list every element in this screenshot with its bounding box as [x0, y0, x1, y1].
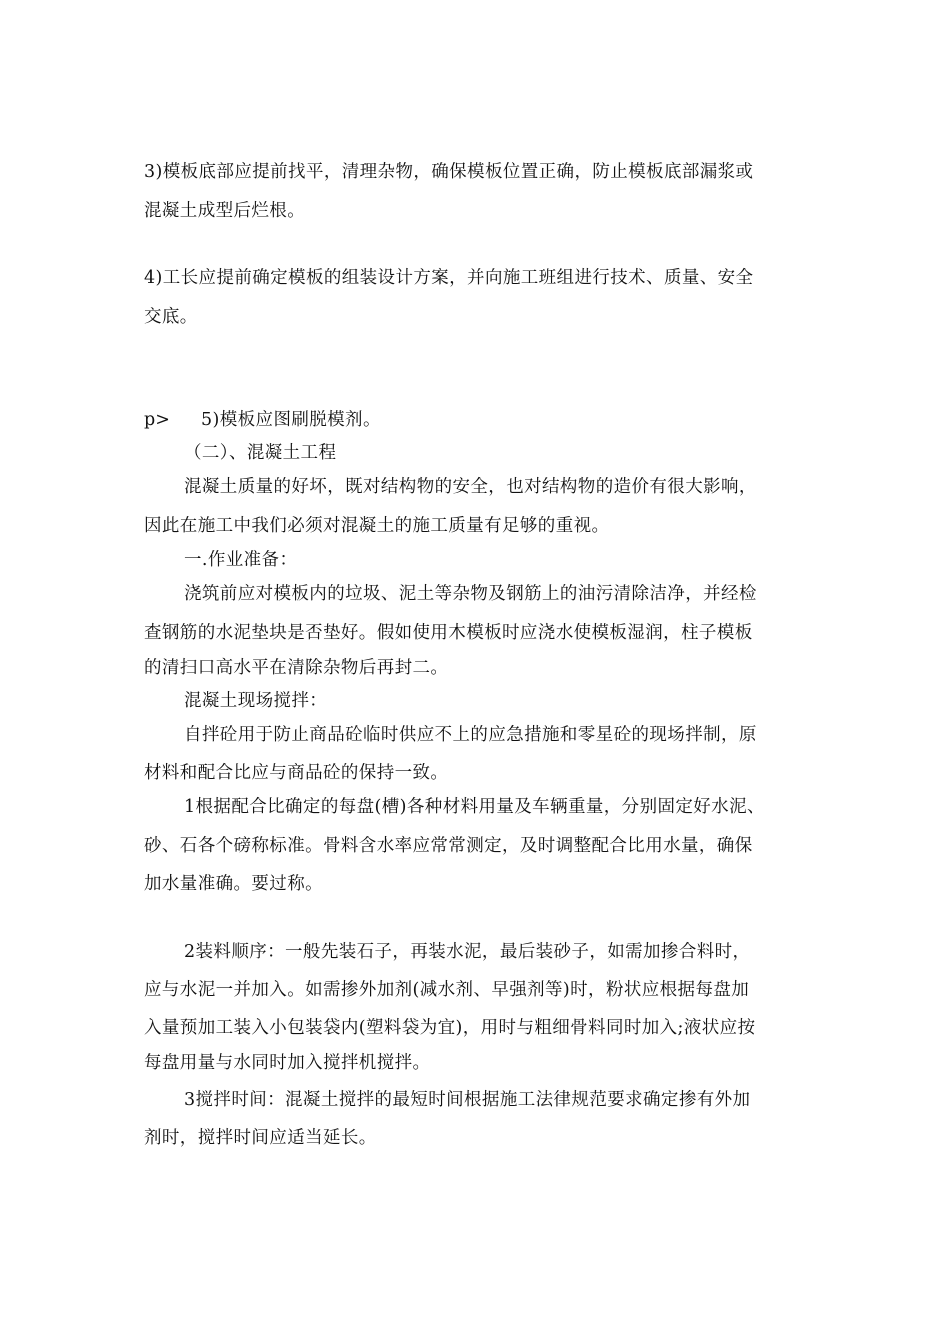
subsection-heading: 混凝土现场搅拌：: [184, 691, 328, 711]
text-line: 剂时，搅拌时间应适当延长。: [144, 1128, 377, 1148]
text-line: 浇筑前应对模板内的垃圾、泥土等杂物及钢筋上的油污清除洁净，并经检: [184, 584, 757, 604]
text-line: 砂、石各个磅称标准。骨料含水率应常常测定，及时调整配合比用水量，确保: [144, 836, 753, 856]
stray-markup-text: p>: [144, 410, 170, 430]
text-line: 4)工长应提前确定模板的组装设计方案，并向施工班组进行技术、质量、安全: [144, 268, 754, 288]
text-line: 每盘用量与水同时加入搅拌机搅拌。: [144, 1053, 431, 1073]
section-heading: （二）、混凝土工程: [184, 443, 337, 463]
text-line: 加水量准确。要过称。: [144, 874, 323, 894]
text-line: 材料和配合比应与商品砼的保持一致。: [144, 763, 449, 783]
text-line: 查钢筋的水泥垫块是否垫好。假如使用木模板时应浇水使模板湿润，柱子模板: [144, 623, 753, 643]
text-line: 3)模板底部应提前找平，清理杂物，确保模板位置正确，防止模板底部漏浆或: [144, 162, 754, 182]
text-line: 3搅拌时间：混凝土搅拌的最短时间根据施工法律规范要求确定掺有外加: [184, 1090, 751, 1110]
text-line: 1根据配合比确定的每盘(槽)各种材料用量及车辆重量，分别固定好水泥、: [184, 797, 765, 817]
text-line: 的清扫口高水平在清除杂物后再封二。: [144, 658, 449, 678]
subsection-heading: 一.作业准备：: [184, 550, 298, 570]
text-line: 入量预加工装入小包装袋内(塑料袋为宜)，用时与粗细骨料同时加入;液状应按: [144, 1018, 756, 1038]
text-line: 2装料顺序：一般先装石子，再装水泥，最后装砂子，如需加掺合料时，: [184, 942, 751, 962]
text-line: 应与水泥一并加入。如需掺外加剂(减水剂、早强剂等)时，粉状应根据每盘加: [144, 980, 750, 1000]
text-line: 自拌砼用于防止商品砼临时供应不上的应急措施和零星砼的现场拌制，原: [184, 725, 757, 745]
text-line: 混凝土成型后烂根。: [144, 201, 306, 221]
text-line: 混凝土质量的好坏，既对结构物的安全，也对结构物的造价有很大影响，: [184, 477, 757, 497]
text-line: 交底。: [144, 307, 198, 327]
text-line: 5)模板应图刷脱模剂。: [201, 410, 381, 430]
text-line: 因此在施工中我们必须对混凝土的施工质量有足够的重视。: [144, 516, 610, 536]
